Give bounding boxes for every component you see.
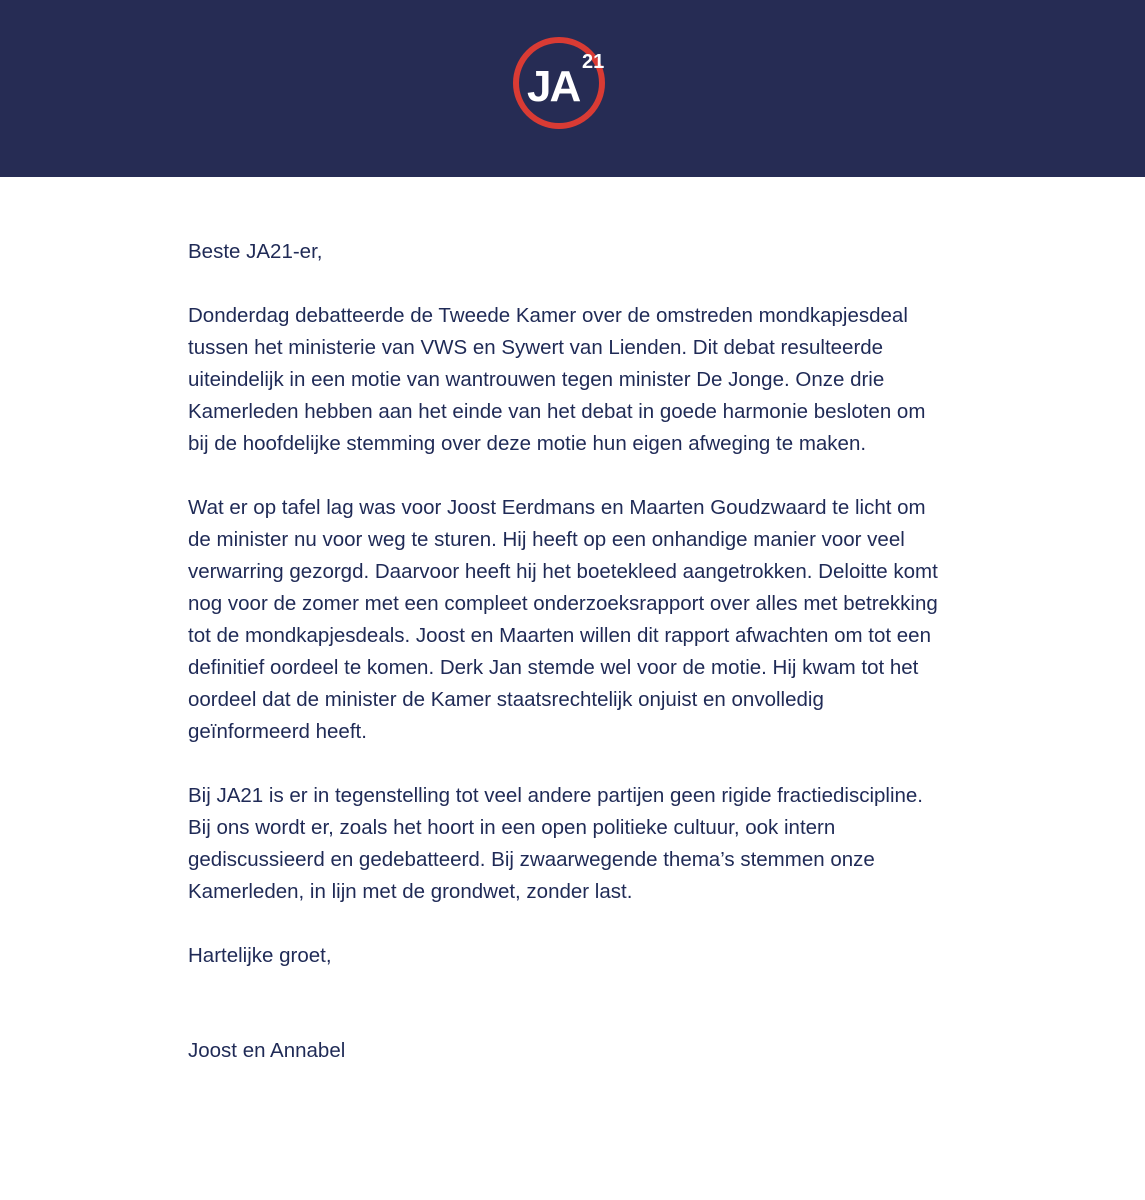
email-header <box>0 0 1145 177</box>
logo-superscript: 21 <box>582 51 605 73</box>
signature: Joost en Annabel <box>188 1039 346 1062</box>
paragraph: Donderdag debatteerde de Tweede Kamer over de omstreden mondkapjesdeal tussen het ministerie van VWS en Sywert van Lienden. Dit debat resulteerde uiteindelijk in een motie van wantrouwen tegen minister De Jonge. Onze drie Kamerleden hebben aan het einde van het debat in goede harmonie besloten om bij de hoofdelijke stemming over deze motie hun eigen afweging te maken. <box>188 304 926 455</box>
greeting: Beste JA21-er, <box>188 240 323 263</box>
ja21-logo <box>512 35 612 131</box>
paragraph: Bij JA21 is er in tegenstelling tot veel andere partijen geen rigide fractiediscipline. Bij ons wordt er, zoals het hoort in een open politieke cultuur, ook intern gediscussieerd en gedebatteerd. Bij zwaarwegende thema’s stemmen onze Kamerleden, in lijn met de grondwet, zonder last. <box>188 784 924 903</box>
paragraph: Wat er op tafel lag was voor Joost Eerdmans en Maarten Goudzwaard te licht om de minister nu voor weg te sturen. Hij heeft op een onhandige manier voor veel verwarring gezorgd. Daarvoor heeft hij het boetekleed aangetrokken. Deloitte komt nog voor de zomer met een compleet onderzoeksrapport over alles met betrekking tot de mondkapjesdeals. Joost en Maarten willen dit rapport afwachten om tot een definitief oordeel te komen. Derk Jan stemde wel voor de motie. Hij kwam tot het oordeel dat de minister de Kamer staatsrechtelijk onjuist en onvolledig geïnformeerd heeft. <box>188 496 938 743</box>
ja21-logo-mark <box>512 35 612 131</box>
letter-body <box>188 236 948 1067</box>
closing: Hartelijke groet, <box>188 944 332 967</box>
logo-text: JA <box>527 62 580 111</box>
